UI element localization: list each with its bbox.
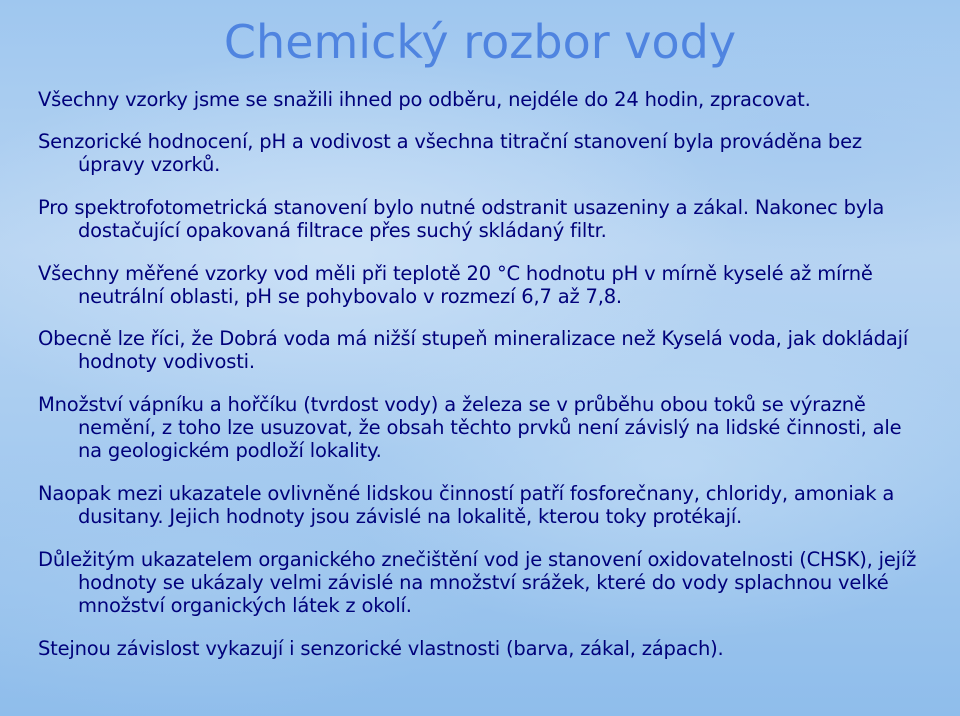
- slide-body: [38, 88, 918, 660]
- paragraph-sensory-properties: Stejnou závislost vykazují i senzorické vlastnosti (barva, zákal, zápach).: [38, 637, 724, 660]
- paragraph-ph-values: Všechny měřené vzorky vod měli při teplotě 20 °C hodnotu pH v mírně kyselé až mírně neutrální oblasti, pH se pohybovalo v rozmezí 6,7 až 7,8.: [38, 262, 873, 308]
- paragraph-human-indicators: Naopak mezi ukazatele ovlivněné lidskou činností patří fosforečnany, chloridy, amoniak a dusitany. Jejich hodnoty jsou závislé na lokalitě, kterou toky protékají.: [38, 482, 895, 528]
- paragraph-sensory-titration: Senzorické hodnocení, pH a vodivost a všechna titrační stanovení byla prováděna bez úpravy vzorků.: [38, 130, 862, 176]
- paragraph-mineralization: Obecně lze říci, že Dobrá voda má nižší stupeň mineralizace než Kyselá voda, jak dokládají hodnoty vodivosti.: [38, 327, 909, 373]
- paragraph-sample-processing: Všechny vzorky jsme se snažili ihned po odběru, nejdéle do 24 hodin, zpracovat.: [38, 88, 811, 111]
- paragraph-hardness-iron: Množství vápníku a hořčíku (tvrdost vody) a železa se v průběhu obou toků se výrazně nemění, z toho lze usuzovat, že obsah těchto prvků není závislý na lidské činnosti, ale na geologickém podloží lokality.: [38, 393, 902, 462]
- paragraph-organic-pollution: Důležitým ukazatelem organického znečištění vod je stanovení oxidovatelnosti (CHSK), jejíž hodnoty se ukázaly velmi závislé na množství srážek, které do vody splachnou velké množství organických látek z okolí.: [38, 548, 917, 617]
- slide-title: Chemický rozbor vody: [223, 15, 737, 69]
- paragraph-spectrophotometry: Pro spektrofotometrická stanovení bylo nutné odstranit usazeniny a zákal. Nakonec byla dostačující opakovaná filtrace přes suchý skládaný filtr.: [38, 196, 885, 242]
